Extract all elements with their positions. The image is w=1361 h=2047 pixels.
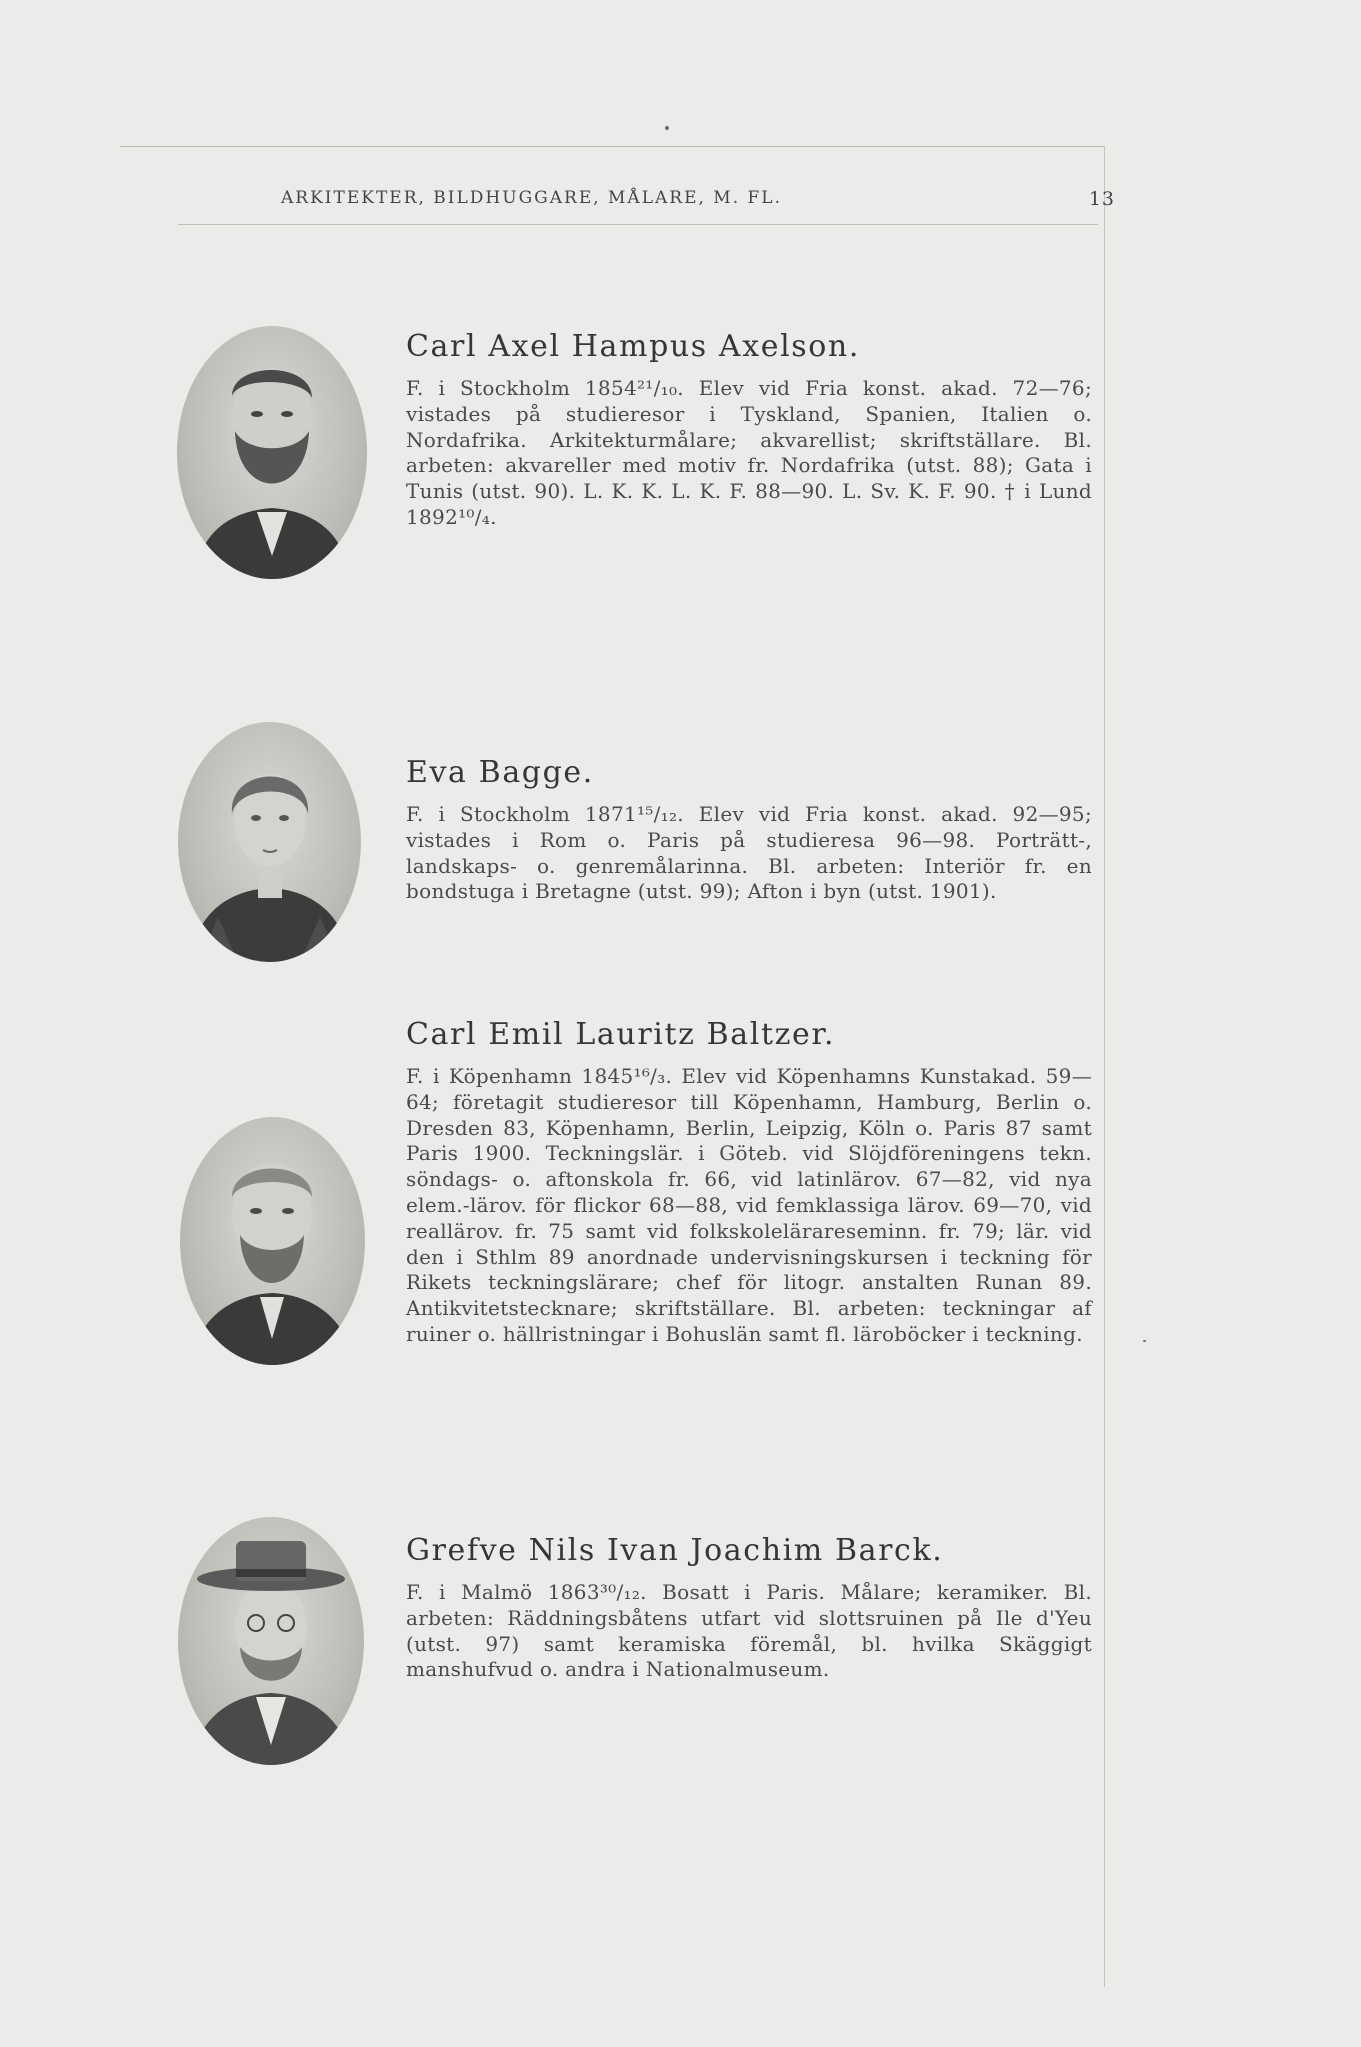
header-rule — [178, 224, 1098, 225]
entry-name: Grefve Nils Ivan Joachim Barck. — [406, 1533, 944, 1568]
entry-paragraph: F. i Malmö 1863³⁰/₁₂. Bosatt i Paris. Målare; keramiker. Bl. arbeten: Räddningsbåtens utfart vid slottsruinen på Ile d'Yeu (utst. 97) samt keramiska föremål, bl. hvilka Skäggigt manshufvud o. andra i Nationalmuseum. — [406, 1580, 1092, 1682]
entry-text — [406, 1580, 1092, 1683]
print-speck — [665, 126, 669, 130]
entry-paragraph: F. i Stockholm 1871¹⁵/₁₂. Elev vid Fria konst. akad. 92—95; vistades i Rom o. Paris på studieresa 96—98. Porträtt-, landskaps- o. genremålarinna. Bl. arbeten: Interiör fr. en bondstuga i Bretagne (utst. 99); Afton i byn (utst. 1901). — [406, 802, 1092, 904]
entry-baltzer — [406, 1016, 1092, 1348]
entry-bagge — [406, 754, 1092, 905]
man-with-hat-portrait-icon — [178, 1517, 364, 1765]
portrait-bagge — [178, 722, 361, 962]
entry-barck — [406, 1532, 1092, 1683]
entry-paragraph: F. i Stockholm 1854²¹/₁₀. Elev vid Fria konst. akad. 72—76; vistades på studieresor i Tyskland, Spanien, Italien o. Nordafrika. Arkitekturmålare; akvarellist; skriftställare. Bl. arbeten: akvareller med motiv fr. Nordafrika (utst. 88); Gata i Tunis (utst. 90). L. K. K. L. K. F. 88—90. L. Sv. K. F. 90. † i Lund 1892¹⁰/₄. — [406, 376, 1092, 529]
entry-name: Carl Emil Lauritz Baltzer. — [406, 1017, 836, 1052]
page-number: 13 — [1088, 188, 1115, 210]
portrait-barck — [178, 1517, 364, 1765]
entry-text — [406, 376, 1092, 531]
entry-name: Carl Axel Hampus Axelson. — [406, 329, 860, 364]
bearded-man-portrait-icon — [177, 326, 367, 579]
entry-paragraph: F. i Köpenhamn 1845¹⁶/₃. Elev vid Köpenhamns Kunstakad. 59—64; företagit studieresor till Köpenhamn, Hamburg, Berlin o. Dresden 83, Köpenhamn, Berlin, Leipzig, Köln o. Paris 87 samt Paris 1900. Teckningslär. i Göteb. vid Slöjdföreningens tekn. söndags- o. aftonskola fr. 66, vid latinlärov. 67—82, vid nya elem.-lärov. för flickor 68—88, vid femklassiga lärov. 69—70, vid reallärov. fr. 75 samt vid folkskolelärareseminn. fr. 79; lär. vid den i Sthlm 89 anordnade undervisningskursen i teckning för Rikets teckningslärare; chef för litogr. anstalten Runan 89. Antikvitetstecknare; skriftställare. Bl. arbeten: teckningar af ruiner o. hällristningar i Bohuslän samt fl. läroböcker i teckning. — [406, 1064, 1092, 1346]
entry-text — [406, 802, 1092, 905]
entry-axelson — [406, 328, 1092, 531]
portrait-baltzer — [180, 1117, 365, 1365]
header-title: ARKITEKTER, BILDHUGGARE, MÅLARE, M. FL. — [281, 188, 782, 208]
bearded-man-portrait-icon — [180, 1117, 365, 1365]
entry-text — [406, 1064, 1092, 1348]
portrait-axelson — [177, 326, 367, 579]
print-speck — [1143, 1340, 1146, 1342]
running-header — [275, 188, 1115, 218]
entry-name: Eva Bagge. — [406, 755, 594, 790]
woman-portrait-icon — [178, 722, 361, 962]
